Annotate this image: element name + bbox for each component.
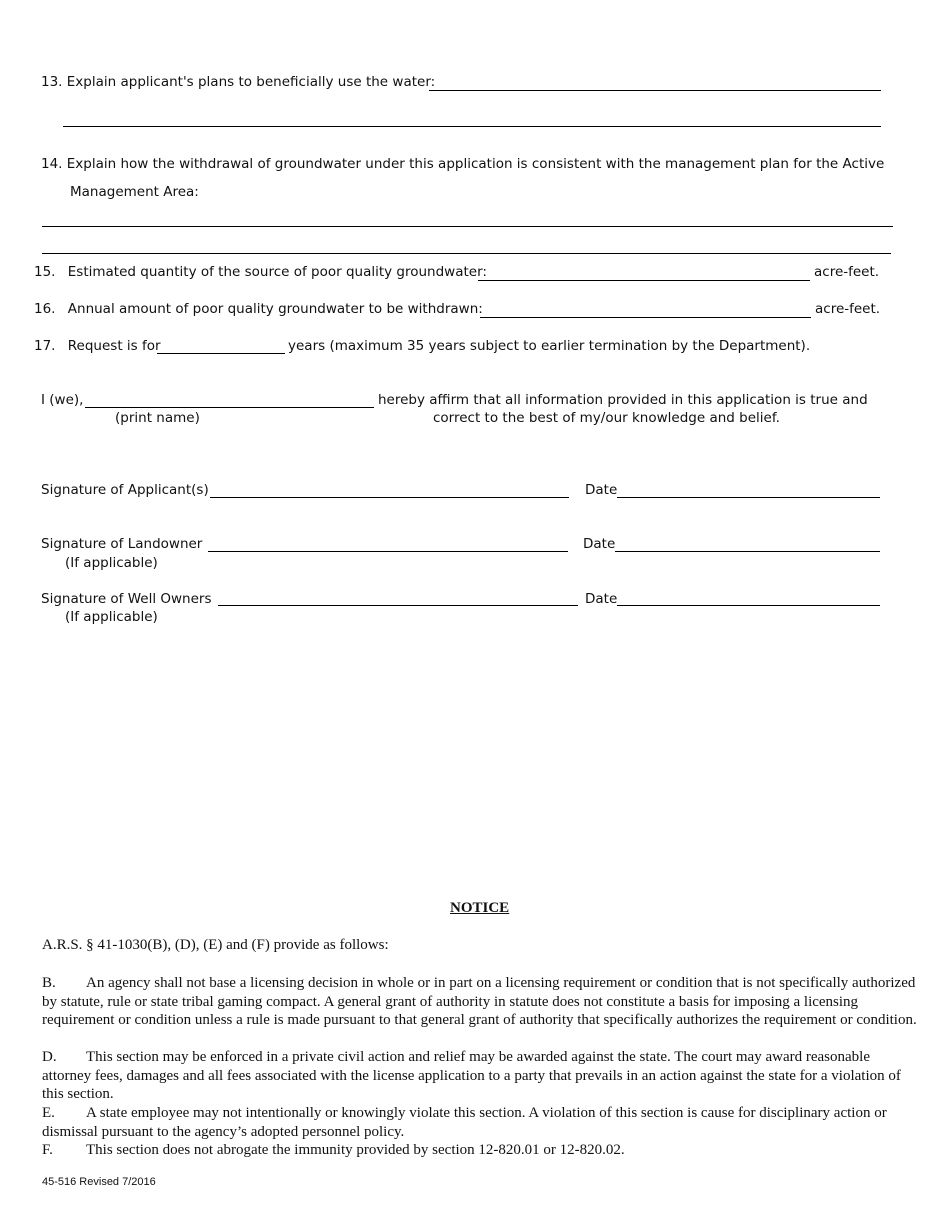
q17-question (34, 338, 161, 354)
q17-number: 17. (34, 338, 56, 354)
notice-title: NOTICE (450, 900, 510, 916)
q13-label: Explain applicant's plans to beneficially use the water: (66, 74, 436, 90)
q17-label-post: years (maximum 35 years subject to earlier termination by the Department). (288, 338, 811, 354)
well-owners-date-line[interactable] (617, 605, 880, 606)
q14-question (41, 156, 884, 172)
notice-paragraph-e (42, 1104, 922, 1141)
well-owners-if-applicable: (If applicable) (65, 609, 158, 625)
q15-label: Estimated quantity of the source of poor quality groundwater: (67, 264, 487, 280)
affirm-text-2: correct to the best of my/our knowledge and belief. (433, 410, 780, 426)
applicant-signature-line[interactable] (210, 497, 569, 498)
well-owners-signature-line[interactable] (218, 605, 578, 606)
q14-label-line-2: Management Area: (70, 184, 199, 200)
q14-label-line-1: Explain how the withdrawal of groundwater under this application is consistent with the management plan for the Active (66, 156, 885, 172)
well-owners-date-label: Date (585, 591, 618, 607)
notice-intro: A.R.S. § 41-1030(B), (D), (E) and (F) provide as follows: (42, 937, 389, 953)
notice-text-e: A state employee may not intentionally or knowingly violate this section. A violation of this section is cause for disciplinary action or dismissal pursuant to the agency’s adopted personnel policy. (42, 1105, 887, 1140)
q16-number: 16. (34, 301, 56, 317)
q13-answer-line-1[interactable] (429, 90, 881, 91)
q17-label-pre: Request is for (67, 338, 161, 354)
notice-text-b: An agency shall not base a licensing decision in whole or in part on a licensing requirement or condition that is not specifically authorized by statute, rule or state tribal gaming compact. A general grant of authority in statute does not constitute a basis for imposing a licensing requirement or condition unless a rule is made pursuant to that general grant of authority that specifically authorizes the requirement or condition. (42, 975, 917, 1028)
well-owners-signature-label: Signature of Well Owners (41, 591, 212, 607)
notice-letter-f: F. (42, 1142, 53, 1158)
q14-answer-line-1[interactable] (42, 226, 893, 227)
notice-letter-b: B. (42, 975, 56, 991)
notice-letter-d: D. (42, 1049, 57, 1065)
print-name-caption: (print name) (115, 410, 200, 426)
q15-number: 15. (34, 264, 56, 280)
q14-answer-line-2[interactable] (42, 253, 891, 254)
notice-paragraph-b (42, 974, 922, 1030)
affirm-prefix: I (we), (41, 392, 84, 408)
notice-text-f: This section does not abrogate the immunity provided by section 12-820.01 or 12-820.02. (86, 1142, 625, 1158)
notice-text-d: This section may be enforced in a private civil action and relief may be awarded against the state. The court may award reasonable attorney fees, damages and all fees associated with the license application to a party that prevails in an action against the state for a violation of this section. (42, 1049, 901, 1102)
q13-answer-line-2[interactable] (63, 126, 881, 127)
notice-paragraph-d (42, 1048, 922, 1104)
landowner-date-label: Date (583, 536, 616, 552)
applicant-date-label: Date (585, 482, 618, 498)
landowner-date-line[interactable] (615, 551, 880, 552)
notice-paragraph-f (42, 1141, 922, 1160)
notice-letter-e: E. (42, 1105, 55, 1121)
applicant-date-line[interactable] (617, 497, 880, 498)
q17-years-line[interactable] (157, 353, 285, 354)
q16-unit: acre-feet. (815, 301, 881, 317)
applicant-signature-label: Signature of Applicant(s) (41, 482, 209, 498)
q13-question (41, 74, 435, 90)
form-revision-footer: 45-516 Revised 7/2016 (42, 1176, 156, 1188)
landowner-if-applicable: (If applicable) (65, 555, 158, 571)
q15-answer-line[interactable] (478, 280, 810, 281)
print-name-line[interactable] (85, 407, 374, 408)
q14-number: 14. (41, 156, 63, 172)
q15-question (34, 264, 487, 280)
q15-unit: acre-feet. (814, 264, 880, 280)
landowner-signature-label: Signature of Landowner (41, 536, 203, 552)
q16-question (34, 301, 483, 317)
landowner-signature-line[interactable] (208, 551, 568, 552)
q16-label: Annual amount of poor quality groundwater to be withdrawn: (67, 301, 483, 317)
q13-number: 13. (41, 74, 63, 90)
q16-answer-line[interactable] (480, 317, 811, 318)
affirm-text-1: hereby affirm that all information provided in this application is true and (378, 392, 868, 408)
